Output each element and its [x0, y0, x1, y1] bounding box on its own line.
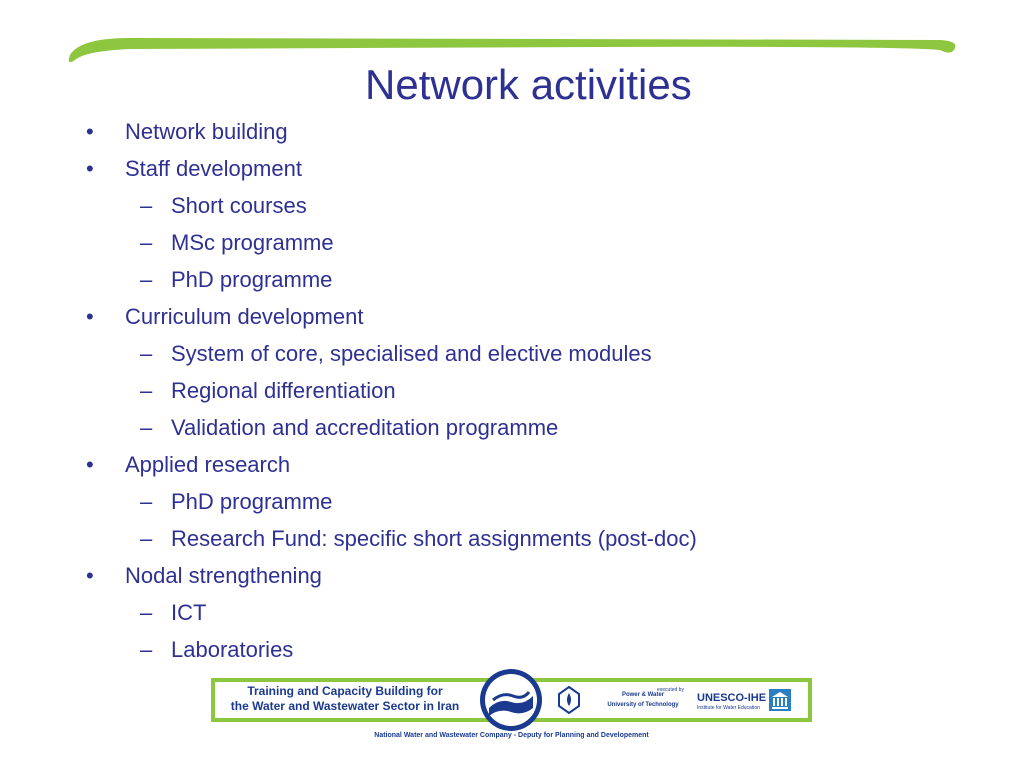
list-subitem-text: PhD programme — [171, 267, 333, 292]
pwut-name-line-2: University of Technology — [607, 702, 679, 708]
list-subitem-text: Research Fund: specific short assignments (post-doc) — [171, 526, 697, 551]
dash-marker: – — [140, 637, 153, 662]
list-subitem-text: Validation and accreditation programme — [171, 415, 559, 440]
list-subitem-text: PhD programme — [171, 489, 333, 514]
unesco-temple-logo — [769, 689, 791, 711]
list-subitem-text: MSc programme — [171, 230, 334, 255]
list-item-text: Applied research — [125, 452, 291, 477]
banner-title-line-2: the Water and Wastewater Sector in Iran — [230, 699, 460, 713]
bullet-marker: • — [86, 563, 94, 588]
bullet-marker: • — [86, 304, 94, 329]
unesco-ihe-subtitle: Institute for Water Education — [697, 705, 760, 711]
bullet-marker: • — [86, 452, 94, 477]
pwut-logo — [558, 686, 580, 714]
dash-marker: – — [140, 378, 153, 403]
list-item-text: Network building — [125, 119, 288, 144]
footer-caption: National Water and Wastewater Company - Deputy for Planning and Developement — [374, 732, 649, 739]
slide-title: Network activities — [365, 61, 692, 108]
list-subitem-text: System of core, specialised and elective modules — [171, 341, 652, 366]
dash-marker: – — [140, 230, 153, 255]
list-subitem-text: Short courses — [171, 193, 307, 218]
pwut-name-line-1: Power & Water — [621, 692, 665, 698]
list-subitem-text: ICT — [171, 600, 207, 625]
list-item-text: Staff development — [125, 156, 302, 181]
list-item-text: Curriculum development — [125, 304, 364, 329]
dash-marker: – — [140, 267, 153, 292]
unesco-ihe-name: UNESCO-IHE — [697, 692, 767, 704]
dash-marker: – — [140, 193, 153, 218]
bullet-marker: • — [86, 119, 94, 144]
dash-marker: – — [140, 600, 153, 625]
dash-marker: – — [140, 341, 153, 366]
dash-marker: – — [140, 415, 153, 440]
water-wave-circle-logo — [479, 668, 543, 732]
executed-by-label: executed by — [657, 687, 684, 693]
list-subitem-text: Laboratories — [171, 637, 294, 662]
dash-marker: – — [140, 526, 153, 551]
footer-banner — [211, 674, 812, 726]
bullet-marker: • — [86, 156, 94, 181]
list-subitem-text: Regional differentiation — [171, 378, 396, 403]
list-item-text: Nodal strengthening — [125, 563, 322, 588]
banner-title-line-1: Training and Capacity Building for — [247, 684, 443, 698]
dash-marker: – — [140, 489, 153, 514]
